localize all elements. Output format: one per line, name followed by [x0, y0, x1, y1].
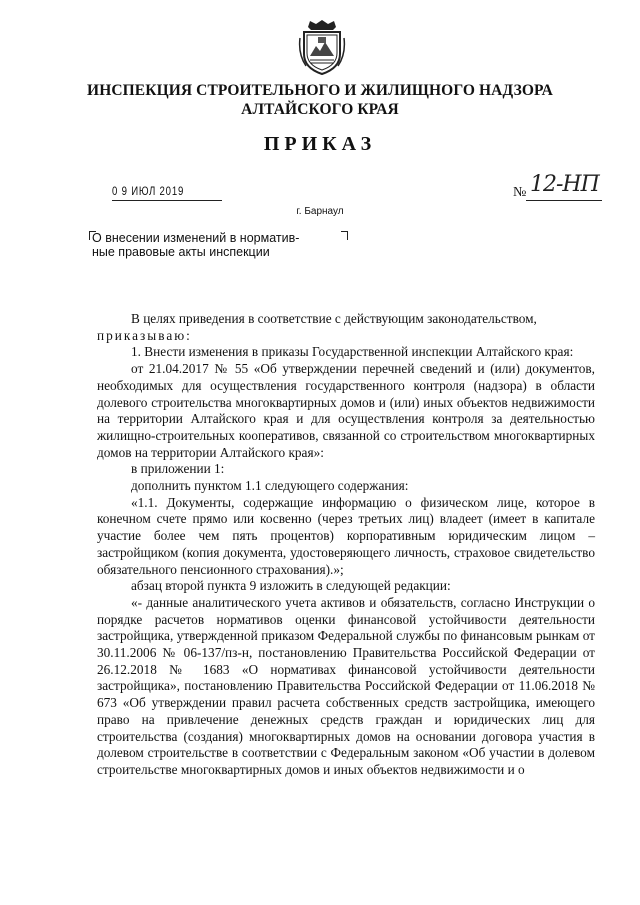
date-underline [112, 200, 222, 201]
paragraph-9-text: «- данные аналитического учета активов и обязательств, согласно Инструкции о порядке расчетов нормативов оценки финансовой устойчивости деятельности застройщика, утвержденной приказом Федеральной службы по финансовым рынкам от 30.11.2006 № 06-137/пз-н, постановлению Правительства Российской Федерации от 26.12.2018 № 1683 «О нормативах финансовой устойчивости деятельности застройщика», постановлению Правительства Российской Федерации от 11.06.2018 № 673 «Об утверждении правил расчета собственных средств застройщика, имеющего право на привлечение денежных средств граждан и юридических лиц для строительства (создания) многоквартирных домов на основании договора участия в долевом строительстве в соответствии с Федеральным законом «Об участии в долевом строительстве многоквартирных домов и иных объектов недвижимости и о [97, 594, 595, 777]
document-title: ПРИКАЗ [263, 133, 377, 155]
coat-of-arms-icon [298, 18, 346, 76]
order-number-label: № [513, 185, 527, 200]
add-clause: дополнить пунктом 1.1 следующего содержания: [131, 478, 409, 494]
appendix-ref: в приложении 1: [131, 461, 225, 477]
order-subject [92, 231, 352, 259]
order-number-handwritten: 12-НП [530, 172, 599, 197]
item-1: 1. Внести изменения в приказы Государственной инспекции Алтайского края: [131, 344, 574, 360]
order-body [97, 311, 595, 779]
subject-line-2: ные правовые акты инспекции [92, 245, 270, 259]
paragraph-9-change: абзац второй пункта 9 изложить в следующей редакции: [131, 578, 451, 594]
subject-line-1: О внесении изменений в норматив- [92, 231, 300, 245]
clause-1-1: «1.1. Документы, содержащие информацию о физическом лице, которое в конечном счете прямо или косвенно (через третьих лиц) владеет (имеет в капитале участие более чем пять процентов) корпоративным юридическим лицом – застройщиком (копия документа, удостоверяющего личность, страховое свидетельство обязательного пенсионного страхования).»; [97, 494, 595, 577]
amended-order: от 21.04.2017 № 55 «Об утверждении перечней сведений и (или) документов, необходимых для осуществления государственного контроля (надзора) в области долевого строительства многоквартирных домов и (или) иных объектов недвижимости на территории Алтайского края и для осуществления контроля за деятельностью жилищно-строительных кооперативов, связанной со строительством многоквартирных домов на территории Алтайского края»: [97, 361, 595, 460]
order-verb: приказываю: [97, 327, 192, 343]
organization-region: АЛТАЙСКОГО КРАЯ [241, 101, 399, 118]
order-date-stamp: 0 9 ИЮЛ 2019 [112, 184, 185, 198]
city: г. Барнаул [296, 206, 344, 217]
organization-name: ИНСПЕКЦИЯ СТРОИТЕЛЬНОГО И ЖИЛИЩНОГО НАДЗОРА [87, 82, 553, 99]
preamble: В целях приведения в соответствие с действующим законодательством, [131, 311, 537, 326]
number-underline [526, 200, 602, 201]
